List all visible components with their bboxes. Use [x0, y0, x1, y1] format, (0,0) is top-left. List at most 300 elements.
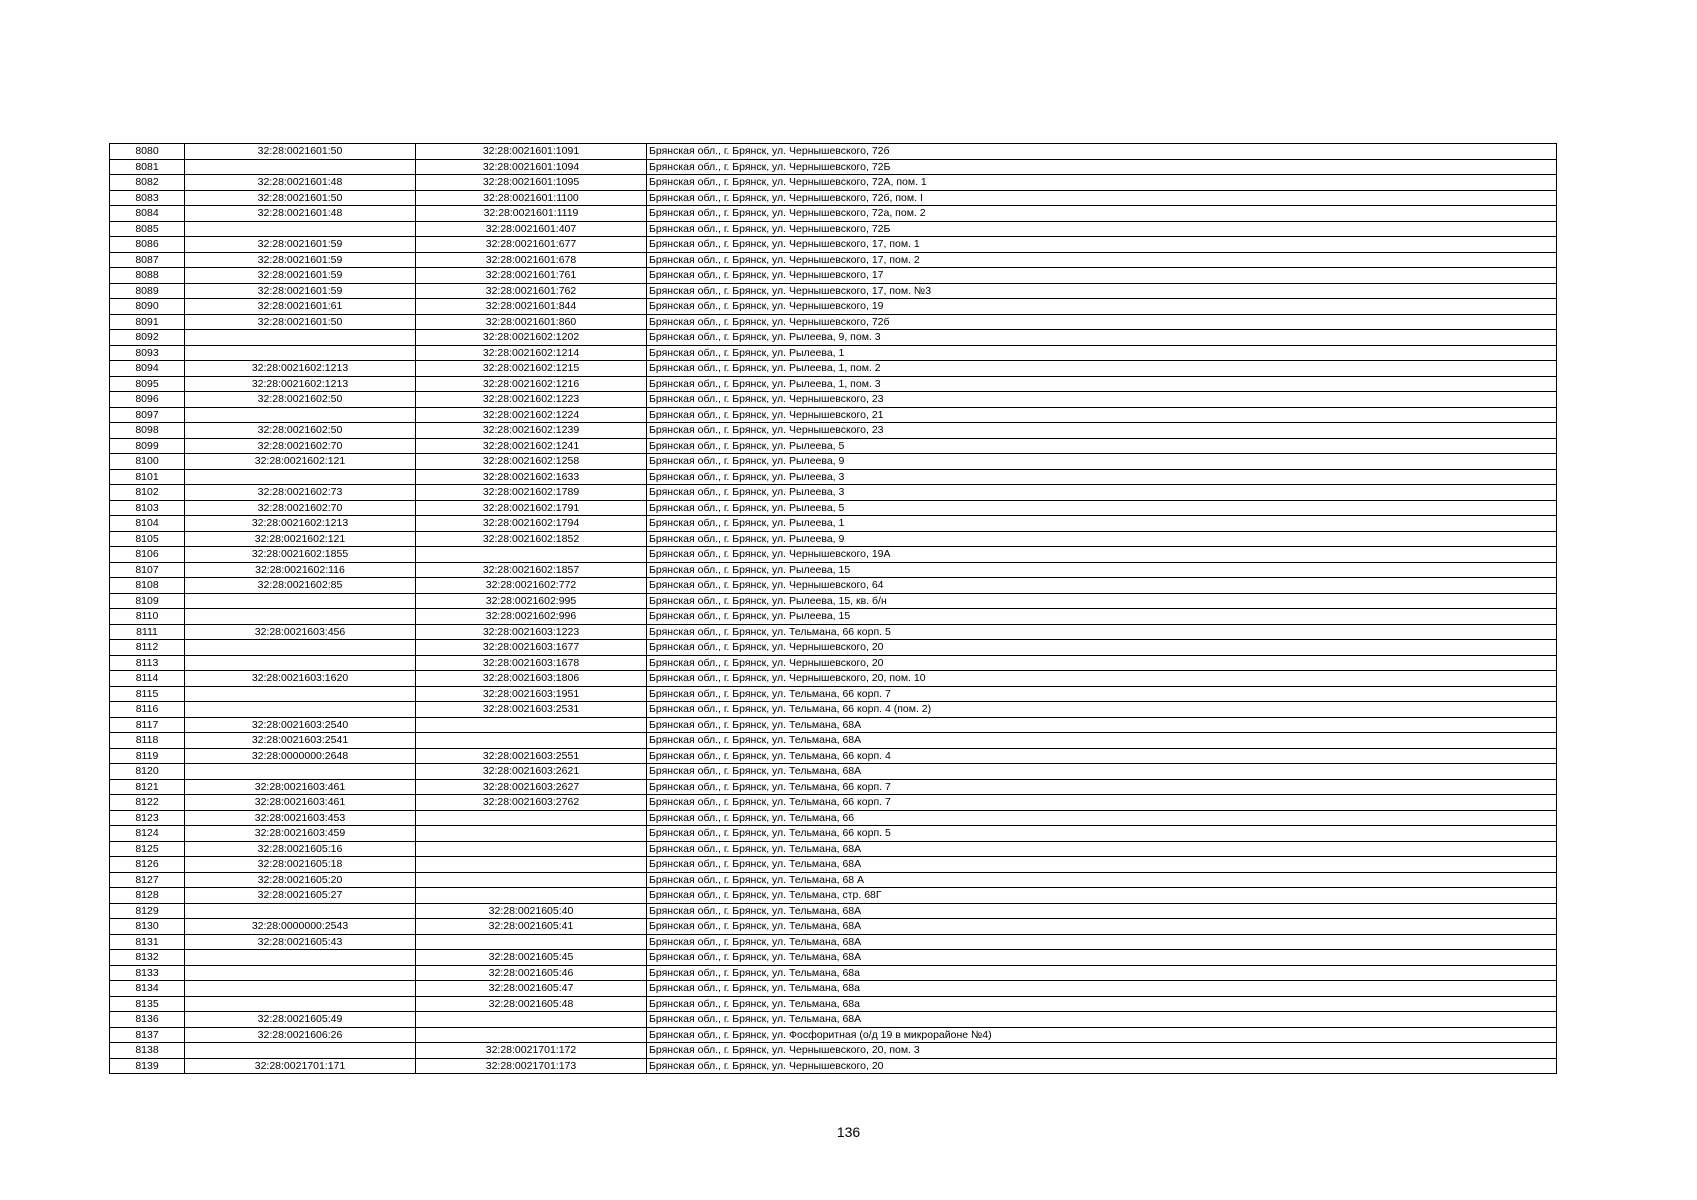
address-cell: Брянская обл., г. Брянск, ул. Чернышевского, 20	[647, 655, 1557, 671]
table-row	[110, 779, 1557, 795]
parent-cadastral-number-cell	[185, 469, 416, 485]
parent-cadastral-number-cell: 32:28:0021601:59	[185, 268, 416, 284]
cadastral-number-cell: 32:28:0021602:1789	[416, 485, 647, 501]
row-number-cell: 8104	[110, 516, 185, 532]
address-cell: Брянская обл., г. Брянск, ул. Чернышевского, 72б	[647, 314, 1557, 330]
parent-cadastral-number-cell: 32:28:0021601:48	[185, 206, 416, 222]
cadastral-number-cell: 32:28:0021602:996	[416, 609, 647, 625]
row-number-cell: 8111	[110, 624, 185, 640]
address-cell: Брянская обл., г. Брянск, ул. Рылеева, 15	[647, 609, 1557, 625]
parent-cadastral-number-cell	[185, 950, 416, 966]
cadastral-number-cell	[416, 841, 647, 857]
table-row	[110, 872, 1557, 888]
address-cell: Брянская обл., г. Брянск, ул. Тельмана, 68а	[647, 981, 1557, 997]
table-row	[110, 562, 1557, 578]
address-cell: Брянская обл., г. Брянск, ул. Тельмана, 68А	[647, 919, 1557, 935]
table-row	[110, 252, 1557, 268]
table-row	[110, 159, 1557, 175]
row-number-cell: 8103	[110, 500, 185, 516]
cadastral-number-cell: 32:28:0021601:761	[416, 268, 647, 284]
address-cell: Брянская обл., г. Брянск, ул. Рылеева, 3	[647, 469, 1557, 485]
parent-cadastral-number-cell	[185, 965, 416, 981]
cadastral-number-cell	[416, 857, 647, 873]
row-number-cell: 8130	[110, 919, 185, 935]
table-row	[110, 593, 1557, 609]
row-number-cell: 8107	[110, 562, 185, 578]
row-number-cell: 8089	[110, 283, 185, 299]
table-row	[110, 1058, 1557, 1074]
row-number-cell: 8092	[110, 330, 185, 346]
table-row	[110, 981, 1557, 997]
parent-cadastral-number-cell	[185, 1043, 416, 1059]
cadastral-number-cell: 32:28:0021605:47	[416, 981, 647, 997]
parent-cadastral-number-cell: 32:28:0021602:121	[185, 454, 416, 470]
parent-cadastral-number-cell	[185, 903, 416, 919]
address-cell: Брянская обл., г. Брянск, ул. Тельмана, 66 корп. 7	[647, 779, 1557, 795]
row-number-cell: 8109	[110, 593, 185, 609]
table-row	[110, 748, 1557, 764]
cadastral-number-cell	[416, 934, 647, 950]
row-number-cell: 8125	[110, 841, 185, 857]
parent-cadastral-number-cell: 32:28:0021601:61	[185, 299, 416, 315]
cadastral-number-cell: 32:28:0021602:1791	[416, 500, 647, 516]
cadastral-number-cell: 32:28:0021602:1214	[416, 345, 647, 361]
row-number-cell: 8088	[110, 268, 185, 284]
table-row	[110, 376, 1557, 392]
table-row	[110, 531, 1557, 547]
table-body	[110, 144, 1557, 1074]
cadastral-number-cell: 32:28:0021602:1241	[416, 438, 647, 454]
address-cell: Брянская обл., г. Брянск, ул. Чернышевского, 72б, пом. I	[647, 190, 1557, 206]
address-cell: Брянская обл., г. Брянск, ул. Тельмана, 66 корп. 7	[647, 686, 1557, 702]
parent-cadastral-number-cell: 32:28:0021701:171	[185, 1058, 416, 1074]
table-row	[110, 841, 1557, 857]
row-number-cell: 8115	[110, 686, 185, 702]
parent-cadastral-number-cell	[185, 702, 416, 718]
row-number-cell: 8135	[110, 996, 185, 1012]
address-cell: Брянская обл., г. Брянск, ул. Чернышевского, 64	[647, 578, 1557, 594]
table-row	[110, 175, 1557, 191]
table-row	[110, 144, 1557, 160]
table-row	[110, 206, 1557, 222]
cadastral-number-cell: 32:28:0021605:41	[416, 919, 647, 935]
cadastral-number-cell: 32:28:0021602:1857	[416, 562, 647, 578]
parent-cadastral-number-cell: 32:28:0021603:461	[185, 795, 416, 811]
table-row	[110, 299, 1557, 315]
table-row	[110, 361, 1557, 377]
parent-cadastral-number-cell	[185, 330, 416, 346]
parent-cadastral-number-cell: 32:28:0021602:50	[185, 392, 416, 408]
cadastral-number-cell: 32:28:0021603:2621	[416, 764, 647, 780]
parent-cadastral-number-cell: 32:28:0021605:18	[185, 857, 416, 873]
parent-cadastral-number-cell	[185, 996, 416, 1012]
cadastral-number-cell: 32:28:0021601:1094	[416, 159, 647, 175]
address-cell: Брянская обл., г. Брянск, ул. Тельмана, 68 А	[647, 872, 1557, 888]
cadastral-number-cell: 32:28:0021601:1100	[416, 190, 647, 206]
row-number-cell: 8082	[110, 175, 185, 191]
parent-cadastral-number-cell: 32:28:0000000:2543	[185, 919, 416, 935]
parent-cadastral-number-cell: 32:28:0021605:20	[185, 872, 416, 888]
address-cell: Брянская обл., г. Брянск, ул. Рылеева, 9	[647, 531, 1557, 547]
address-cell: Брянская обл., г. Брянск, ул. Чернышевского, 19	[647, 299, 1557, 315]
table-row	[110, 764, 1557, 780]
parent-cadastral-number-cell	[185, 159, 416, 175]
table-row	[110, 671, 1557, 687]
row-number-cell: 8138	[110, 1043, 185, 1059]
table-row	[110, 903, 1557, 919]
address-cell: Брянская обл., г. Брянск, ул. Тельмана, 68А	[647, 764, 1557, 780]
row-number-cell: 8106	[110, 547, 185, 563]
row-number-cell: 8102	[110, 485, 185, 501]
cadastral-number-cell: 32:28:0021601:1095	[416, 175, 647, 191]
address-cell: Брянская обл., г. Брянск, ул. Тельмана, 68А	[647, 950, 1557, 966]
row-number-cell: 8093	[110, 345, 185, 361]
address-cell: Брянская обл., г. Брянск, ул. Тельмана, стр. 68Г	[647, 888, 1557, 904]
row-number-cell: 8116	[110, 702, 185, 718]
cadastral-number-cell: 32:28:0021602:772	[416, 578, 647, 594]
parent-cadastral-number-cell	[185, 686, 416, 702]
address-cell: Брянская обл., г. Брянск, ул. Чернышевского, 20	[647, 1058, 1557, 1074]
address-cell: Брянская обл., г. Брянск, ул. Чернышевского, 17	[647, 268, 1557, 284]
address-cell: Брянская обл., г. Брянск, ул. Рылеева, 1, пом. 3	[647, 376, 1557, 392]
address-cell: Брянская обл., г. Брянск, ул. Тельмана, 68А	[647, 903, 1557, 919]
table-row	[110, 1043, 1557, 1059]
cadastral-table	[109, 143, 1557, 1074]
address-cell: Брянская обл., г. Брянск, ул. Чернышевского, 20, пом. 3	[647, 1043, 1557, 1059]
parent-cadastral-number-cell: 32:28:0021601:48	[185, 175, 416, 191]
table-row	[110, 345, 1557, 361]
address-cell: Брянская обл., г. Брянск, ул. Чернышевского, 72Б	[647, 159, 1557, 175]
row-number-cell: 8105	[110, 531, 185, 547]
row-number-cell: 8129	[110, 903, 185, 919]
cadastral-number-cell	[416, 547, 647, 563]
cadastral-number-cell: 32:28:0021701:172	[416, 1043, 647, 1059]
table-row	[110, 733, 1557, 749]
cadastral-number-cell: 32:28:0021601:678	[416, 252, 647, 268]
cadastral-number-cell: 32:28:0021602:1216	[416, 376, 647, 392]
cadastral-number-cell	[416, 1012, 647, 1028]
parent-cadastral-number-cell	[185, 640, 416, 656]
row-number-cell: 8123	[110, 810, 185, 826]
address-cell: Брянская обл., г. Брянск, ул. Рылеева, 15	[647, 562, 1557, 578]
cadastral-number-cell: 32:28:0021602:1223	[416, 392, 647, 408]
row-number-cell: 8139	[110, 1058, 185, 1074]
table-row	[110, 1027, 1557, 1043]
table-row	[110, 469, 1557, 485]
cadastral-number-cell: 32:28:0021605:45	[416, 950, 647, 966]
parent-cadastral-number-cell	[185, 407, 416, 423]
parent-cadastral-number-cell: 32:28:0021605:16	[185, 841, 416, 857]
table-row	[110, 655, 1557, 671]
parent-cadastral-number-cell	[185, 655, 416, 671]
parent-cadastral-number-cell: 32:28:0021602:70	[185, 438, 416, 454]
row-number-cell: 8117	[110, 717, 185, 733]
row-number-cell: 8094	[110, 361, 185, 377]
table-row	[110, 717, 1557, 733]
address-cell: Брянская обл., г. Брянск, ул. Чернышевского, 23	[647, 392, 1557, 408]
cadastral-number-cell: 32:28:0021601:844	[416, 299, 647, 315]
parent-cadastral-number-cell	[185, 345, 416, 361]
cadastral-number-cell: 32:28:0021601:762	[416, 283, 647, 299]
parent-cadastral-number-cell: 32:28:0021602:85	[185, 578, 416, 594]
table-row	[110, 578, 1557, 594]
address-cell: Брянская обл., г. Брянск, ул. Тельмана, 68а	[647, 996, 1557, 1012]
address-cell: Брянская обл., г. Брянск, ул. Рылеева, 3	[647, 485, 1557, 501]
address-cell: Брянская обл., г. Брянск, ул. Чернышевского, 72Б	[647, 221, 1557, 237]
cadastral-number-cell: 32:28:0021602:1633	[416, 469, 647, 485]
address-cell: Брянская обл., г. Брянск, ул. Чернышевского, 21	[647, 407, 1557, 423]
table-row	[110, 392, 1557, 408]
cadastral-number-cell: 32:28:0021601:677	[416, 237, 647, 253]
address-cell: Брянская обл., г. Брянск, ул. Тельмана, 66 корп. 7	[647, 795, 1557, 811]
table-row	[110, 516, 1557, 532]
table-row	[110, 547, 1557, 563]
address-cell: Брянская обл., г. Брянск, ул. Рылеева, 1, пом. 2	[647, 361, 1557, 377]
parent-cadastral-number-cell: 32:28:0021602:50	[185, 423, 416, 439]
row-number-cell: 8131	[110, 934, 185, 950]
address-cell: Брянская обл., г. Брянск, ул. Рылеева, 1	[647, 516, 1557, 532]
row-number-cell: 8137	[110, 1027, 185, 1043]
cadastral-number-cell	[416, 717, 647, 733]
row-number-cell: 8133	[110, 965, 185, 981]
table-row	[110, 314, 1557, 330]
table-row	[110, 996, 1557, 1012]
address-cell: Брянская обл., г. Брянск, ул. Тельмана, 68А	[647, 857, 1557, 873]
row-number-cell: 8095	[110, 376, 185, 392]
address-cell: Брянская обл., г. Брянск, ул. Чернышевского, 20	[647, 640, 1557, 656]
table-row	[110, 810, 1557, 826]
row-number-cell: 8100	[110, 454, 185, 470]
table-row	[110, 500, 1557, 516]
row-number-cell: 8134	[110, 981, 185, 997]
row-number-cell: 8090	[110, 299, 185, 315]
address-cell: Брянская обл., г. Брянск, ул. Рылеева, 15, кв. б/н	[647, 593, 1557, 609]
row-number-cell: 8084	[110, 206, 185, 222]
parent-cadastral-number-cell: 32:28:0021602:116	[185, 562, 416, 578]
cadastral-number-cell: 32:28:0021601:1119	[416, 206, 647, 222]
table-row	[110, 950, 1557, 966]
table-row	[110, 795, 1557, 811]
row-number-cell: 8121	[110, 779, 185, 795]
row-number-cell: 8081	[110, 159, 185, 175]
table-row	[110, 888, 1557, 904]
table-row	[110, 221, 1557, 237]
parent-cadastral-number-cell: 32:28:0000000:2648	[185, 748, 416, 764]
parent-cadastral-number-cell: 32:28:0021602:1855	[185, 547, 416, 563]
table-row	[110, 454, 1557, 470]
parent-cadastral-number-cell: 32:28:0021601:50	[185, 144, 416, 160]
parent-cadastral-number-cell	[185, 609, 416, 625]
address-cell: Брянская обл., г. Брянск, ул. Рылеева, 9, пом. 3	[647, 330, 1557, 346]
row-number-cell: 8097	[110, 407, 185, 423]
parent-cadastral-number-cell	[185, 981, 416, 997]
row-number-cell: 8122	[110, 795, 185, 811]
cadastral-number-cell: 32:28:0021602:1258	[416, 454, 647, 470]
address-cell: Брянская обл., г. Брянск, ул. Тельмана, 68а	[647, 965, 1557, 981]
table-row	[110, 283, 1557, 299]
parent-cadastral-number-cell: 32:28:0021602:73	[185, 485, 416, 501]
cadastral-number-cell: 32:28:0021605:46	[416, 965, 647, 981]
address-cell: Брянская обл., г. Брянск, ул. Тельмана, 66 корп. 4 (пом. 2)	[647, 702, 1557, 718]
row-number-cell: 8113	[110, 655, 185, 671]
cadastral-number-cell: 32:28:0021603:2762	[416, 795, 647, 811]
address-cell: Брянская обл., г. Брянск, ул. Тельмана, 68А	[647, 717, 1557, 733]
cadastral-number-cell: 32:28:0021601:1091	[416, 144, 647, 160]
row-number-cell: 8118	[110, 733, 185, 749]
address-cell: Брянская обл., г. Брянск, ул. Рылеева, 1	[647, 345, 1557, 361]
table-row	[110, 423, 1557, 439]
address-cell: Брянская обл., г. Брянск, ул. Тельмана, 68А	[647, 733, 1557, 749]
parent-cadastral-number-cell: 32:28:0021601:50	[185, 314, 416, 330]
parent-cadastral-number-cell: 32:28:0021603:2540	[185, 717, 416, 733]
row-number-cell: 8098	[110, 423, 185, 439]
table-row	[110, 934, 1557, 950]
parent-cadastral-number-cell: 32:28:0021603:453	[185, 810, 416, 826]
parent-cadastral-number-cell: 32:28:0021602:1213	[185, 361, 416, 377]
address-cell: Брянская обл., г. Брянск, ул. Рылеева, 9	[647, 454, 1557, 470]
table-row	[110, 438, 1557, 454]
row-number-cell: 8087	[110, 252, 185, 268]
cadastral-number-cell: 32:28:0021602:995	[416, 593, 647, 609]
parent-cadastral-number-cell: 32:28:0021605:49	[185, 1012, 416, 1028]
cadastral-number-cell: 32:28:0021603:1678	[416, 655, 647, 671]
parent-cadastral-number-cell: 32:28:0021603:461	[185, 779, 416, 795]
parent-cadastral-number-cell: 32:28:0021601:59	[185, 237, 416, 253]
cadastral-number-cell	[416, 888, 647, 904]
row-number-cell: 8127	[110, 872, 185, 888]
address-cell: Брянская обл., г. Брянск, ул. Чернышевского, 17, пом. №3	[647, 283, 1557, 299]
cadastral-number-cell: 32:28:0021603:2627	[416, 779, 647, 795]
address-cell: Брянская обл., г. Брянск, ул. Чернышевского, 72А, пом. 1	[647, 175, 1557, 191]
row-number-cell: 8112	[110, 640, 185, 656]
address-cell: Брянская обл., г. Брянск, ул. Тельмана, 68А	[647, 934, 1557, 950]
address-cell: Брянская обл., г. Брянск, ул. Рылеева, 5	[647, 500, 1557, 516]
parent-cadastral-number-cell	[185, 593, 416, 609]
cadastral-number-cell: 32:28:0021602:1224	[416, 407, 647, 423]
table-row	[110, 190, 1557, 206]
parent-cadastral-number-cell: 32:28:0021602:1213	[185, 516, 416, 532]
cadastral-number-cell: 32:28:0021603:2551	[416, 748, 647, 764]
address-cell: Брянская обл., г. Брянск, ул. Чернышевского, 23	[647, 423, 1557, 439]
table-row	[110, 330, 1557, 346]
cadastral-number-cell: 32:28:0021603:2531	[416, 702, 647, 718]
parent-cadastral-number-cell: 32:28:0021605:43	[185, 934, 416, 950]
row-number-cell: 8126	[110, 857, 185, 873]
table-row	[110, 702, 1557, 718]
cadastral-number-cell: 32:28:0021605:40	[416, 903, 647, 919]
row-number-cell: 8114	[110, 671, 185, 687]
page-number: 136	[836, 1124, 861, 1140]
parent-cadastral-number-cell: 32:28:0021602:70	[185, 500, 416, 516]
table-row	[110, 485, 1557, 501]
parent-cadastral-number-cell	[185, 221, 416, 237]
address-cell: Брянская обл., г. Брянск, ул. Чернышевского, 17, пом. 1	[647, 237, 1557, 253]
row-number-cell: 8110	[110, 609, 185, 625]
parent-cadastral-number-cell: 32:28:0021601:59	[185, 283, 416, 299]
address-cell: Брянская обл., г. Брянск, ул. Чернышевского, 19А	[647, 547, 1557, 563]
cadastral-number-cell: 32:28:0021603:1951	[416, 686, 647, 702]
table-row	[110, 686, 1557, 702]
row-number-cell: 8096	[110, 392, 185, 408]
cadastral-number-cell: 32:28:0021603:1806	[416, 671, 647, 687]
table-row	[110, 624, 1557, 640]
parent-cadastral-number-cell: 32:28:0021603:1620	[185, 671, 416, 687]
table-row	[110, 268, 1557, 284]
parent-cadastral-number-cell: 32:28:0021603:456	[185, 624, 416, 640]
address-cell: Брянская обл., г. Брянск, ул. Чернышевского, 20, пом. 10	[647, 671, 1557, 687]
row-number-cell: 8099	[110, 438, 185, 454]
address-cell: Брянская обл., г. Брянск, ул. Тельмана, 68А	[647, 841, 1557, 857]
cadastral-number-cell: 32:28:0021602:1794	[416, 516, 647, 532]
cadastral-number-cell: 32:28:0021605:48	[416, 996, 647, 1012]
address-cell: Брянская обл., г. Брянск, ул. Тельмана, 66 корп. 5	[647, 826, 1557, 842]
parent-cadastral-number-cell: 32:28:0021602:121	[185, 531, 416, 547]
row-number-cell: 8101	[110, 469, 185, 485]
row-number-cell: 8080	[110, 144, 185, 160]
table-row	[110, 237, 1557, 253]
row-number-cell: 8086	[110, 237, 185, 253]
row-number-cell: 8083	[110, 190, 185, 206]
row-number-cell: 8128	[110, 888, 185, 904]
parent-cadastral-number-cell: 32:28:0021602:1213	[185, 376, 416, 392]
cadastral-number-cell: 32:28:0021603:1223	[416, 624, 647, 640]
cadastral-number-cell: 32:28:0021601:407	[416, 221, 647, 237]
cadastral-number-cell: 32:28:0021601:860	[416, 314, 647, 330]
address-cell: Брянская обл., г. Брянск, ул. Фосфоритная (о/д 19 в микрорайоне №4)	[647, 1027, 1557, 1043]
parent-cadastral-number-cell: 32:28:0021603:459	[185, 826, 416, 842]
parent-cadastral-number-cell: 32:28:0021606:26	[185, 1027, 416, 1043]
table-row	[110, 407, 1557, 423]
row-number-cell: 8085	[110, 221, 185, 237]
parent-cadastral-number-cell: 32:28:0021601:59	[185, 252, 416, 268]
cadastral-number-cell: 32:28:0021701:173	[416, 1058, 647, 1074]
cadastral-number-cell: 32:28:0021602:1202	[416, 330, 647, 346]
address-cell: Брянская обл., г. Брянск, ул. Чернышевского, 72б	[647, 144, 1557, 160]
parent-cadastral-number-cell: 32:28:0021601:50	[185, 190, 416, 206]
cadastral-number-cell	[416, 872, 647, 888]
address-cell: Брянская обл., г. Брянск, ул. Тельмана, 68А	[647, 1012, 1557, 1028]
cadastral-number-cell: 32:28:0021602:1852	[416, 531, 647, 547]
table-row	[110, 609, 1557, 625]
cadastral-number-cell	[416, 826, 647, 842]
cadastral-number-cell: 32:28:0021603:1677	[416, 640, 647, 656]
row-number-cell: 8132	[110, 950, 185, 966]
address-cell: Брянская обл., г. Брянск, ул. Чернышевского, 17, пом. 2	[647, 252, 1557, 268]
parent-cadastral-number-cell	[185, 764, 416, 780]
parent-cadastral-number-cell: 32:28:0021605:27	[185, 888, 416, 904]
row-number-cell: 8120	[110, 764, 185, 780]
cadastral-number-cell: 32:28:0021602:1215	[416, 361, 647, 377]
cadastral-number-cell	[416, 1027, 647, 1043]
row-number-cell: 8124	[110, 826, 185, 842]
table-row	[110, 857, 1557, 873]
cadastral-number-cell: 32:28:0021602:1239	[416, 423, 647, 439]
cadastral-number-cell	[416, 733, 647, 749]
address-cell: Брянская обл., г. Брянск, ул. Тельмана, 66 корп. 4	[647, 748, 1557, 764]
address-cell: Брянская обл., г. Брянск, ул. Рылеева, 5	[647, 438, 1557, 454]
row-number-cell: 8108	[110, 578, 185, 594]
row-number-cell: 8119	[110, 748, 185, 764]
address-cell: Брянская обл., г. Брянск, ул. Тельмана, 66	[647, 810, 1557, 826]
address-cell: Брянская обл., г. Брянск, ул. Тельмана, 66 корп. 5	[647, 624, 1557, 640]
table-row	[110, 919, 1557, 935]
cadastral-number-cell	[416, 810, 647, 826]
row-number-cell: 8136	[110, 1012, 185, 1028]
table-row	[110, 1012, 1557, 1028]
table-row	[110, 826, 1557, 842]
address-cell: Брянская обл., г. Брянск, ул. Чернышевского, 72а, пом. 2	[647, 206, 1557, 222]
parent-cadastral-number-cell: 32:28:0021603:2541	[185, 733, 416, 749]
